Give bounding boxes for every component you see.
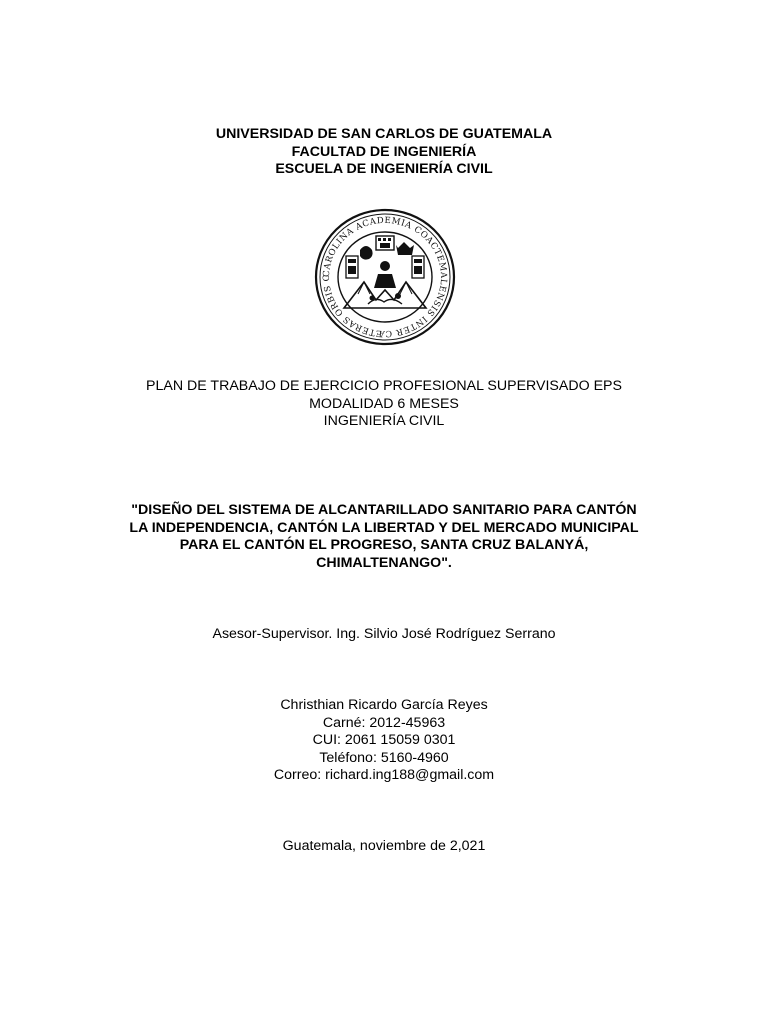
student-info (0, 697, 768, 785)
student-carne: Carné: 2012-45963 (322, 714, 446, 731)
thesis-title-line: CHIMALTENANGO". (316, 554, 452, 571)
thesis-title (0, 502, 768, 572)
advisor-name: Asesor-Supervisor. Ing. Silvio José Rodríguez Serrano (212, 626, 556, 642)
university-seal-logo (314, 208, 456, 346)
student-email: Correo: richard.ing188@gmail.com (273, 767, 495, 784)
seal-icon (314, 208, 456, 346)
student-name: Christhian Ricardo García Reyes (280, 697, 488, 713)
thesis-title-line: "DISEÑO DEL SISTEMA DE ALCANTARILLADO SANITARIO PARA CANTÓN (131, 502, 637, 518)
plan-modality: MODALIDAD 6 MESES (309, 395, 459, 412)
school-name: ESCUELA DE INGENIERÍA CIVIL (275, 161, 493, 178)
student-phone: Teléfono: 5160-4960 (319, 749, 449, 766)
advisor-section (0, 626, 768, 644)
date-section (0, 838, 768, 856)
plan-program: INGENIERÍA CIVIL (323, 413, 445, 430)
svg-text:CAROLINA ACADEMIA COACTEMALENS: CAROLINA ACADEMIA COACTEMALENSIS INTER CÆTERAS ORBIS C (321, 215, 449, 339)
university-name: UNIVERSIDAD DE SAN CARLOS DE GUATEMALA (215, 126, 553, 142)
thesis-title-line: LA INDEPENDENCIA, CANTÓN LA LIBERTAD Y DEL MERCADO MUNICIPAL (129, 519, 639, 536)
plan-title: PLAN DE TRABAJO DE EJERCICIO PROFESIONAL SUPERVISADO EPS (146, 378, 622, 394)
thesis-title-line: PARA EL CANTÓN EL PROGRESO, SANTA CRUZ BALANYÁ, (179, 537, 589, 554)
plan-section (0, 378, 768, 431)
document-date: Guatemala, noviembre de 2,021 (282, 838, 486, 854)
faculty-name: FACULTAD DE INGENIERÍA (291, 143, 477, 160)
student-cui: CUI: 2061 15059 0301 (312, 732, 456, 749)
university-header (0, 126, 768, 179)
